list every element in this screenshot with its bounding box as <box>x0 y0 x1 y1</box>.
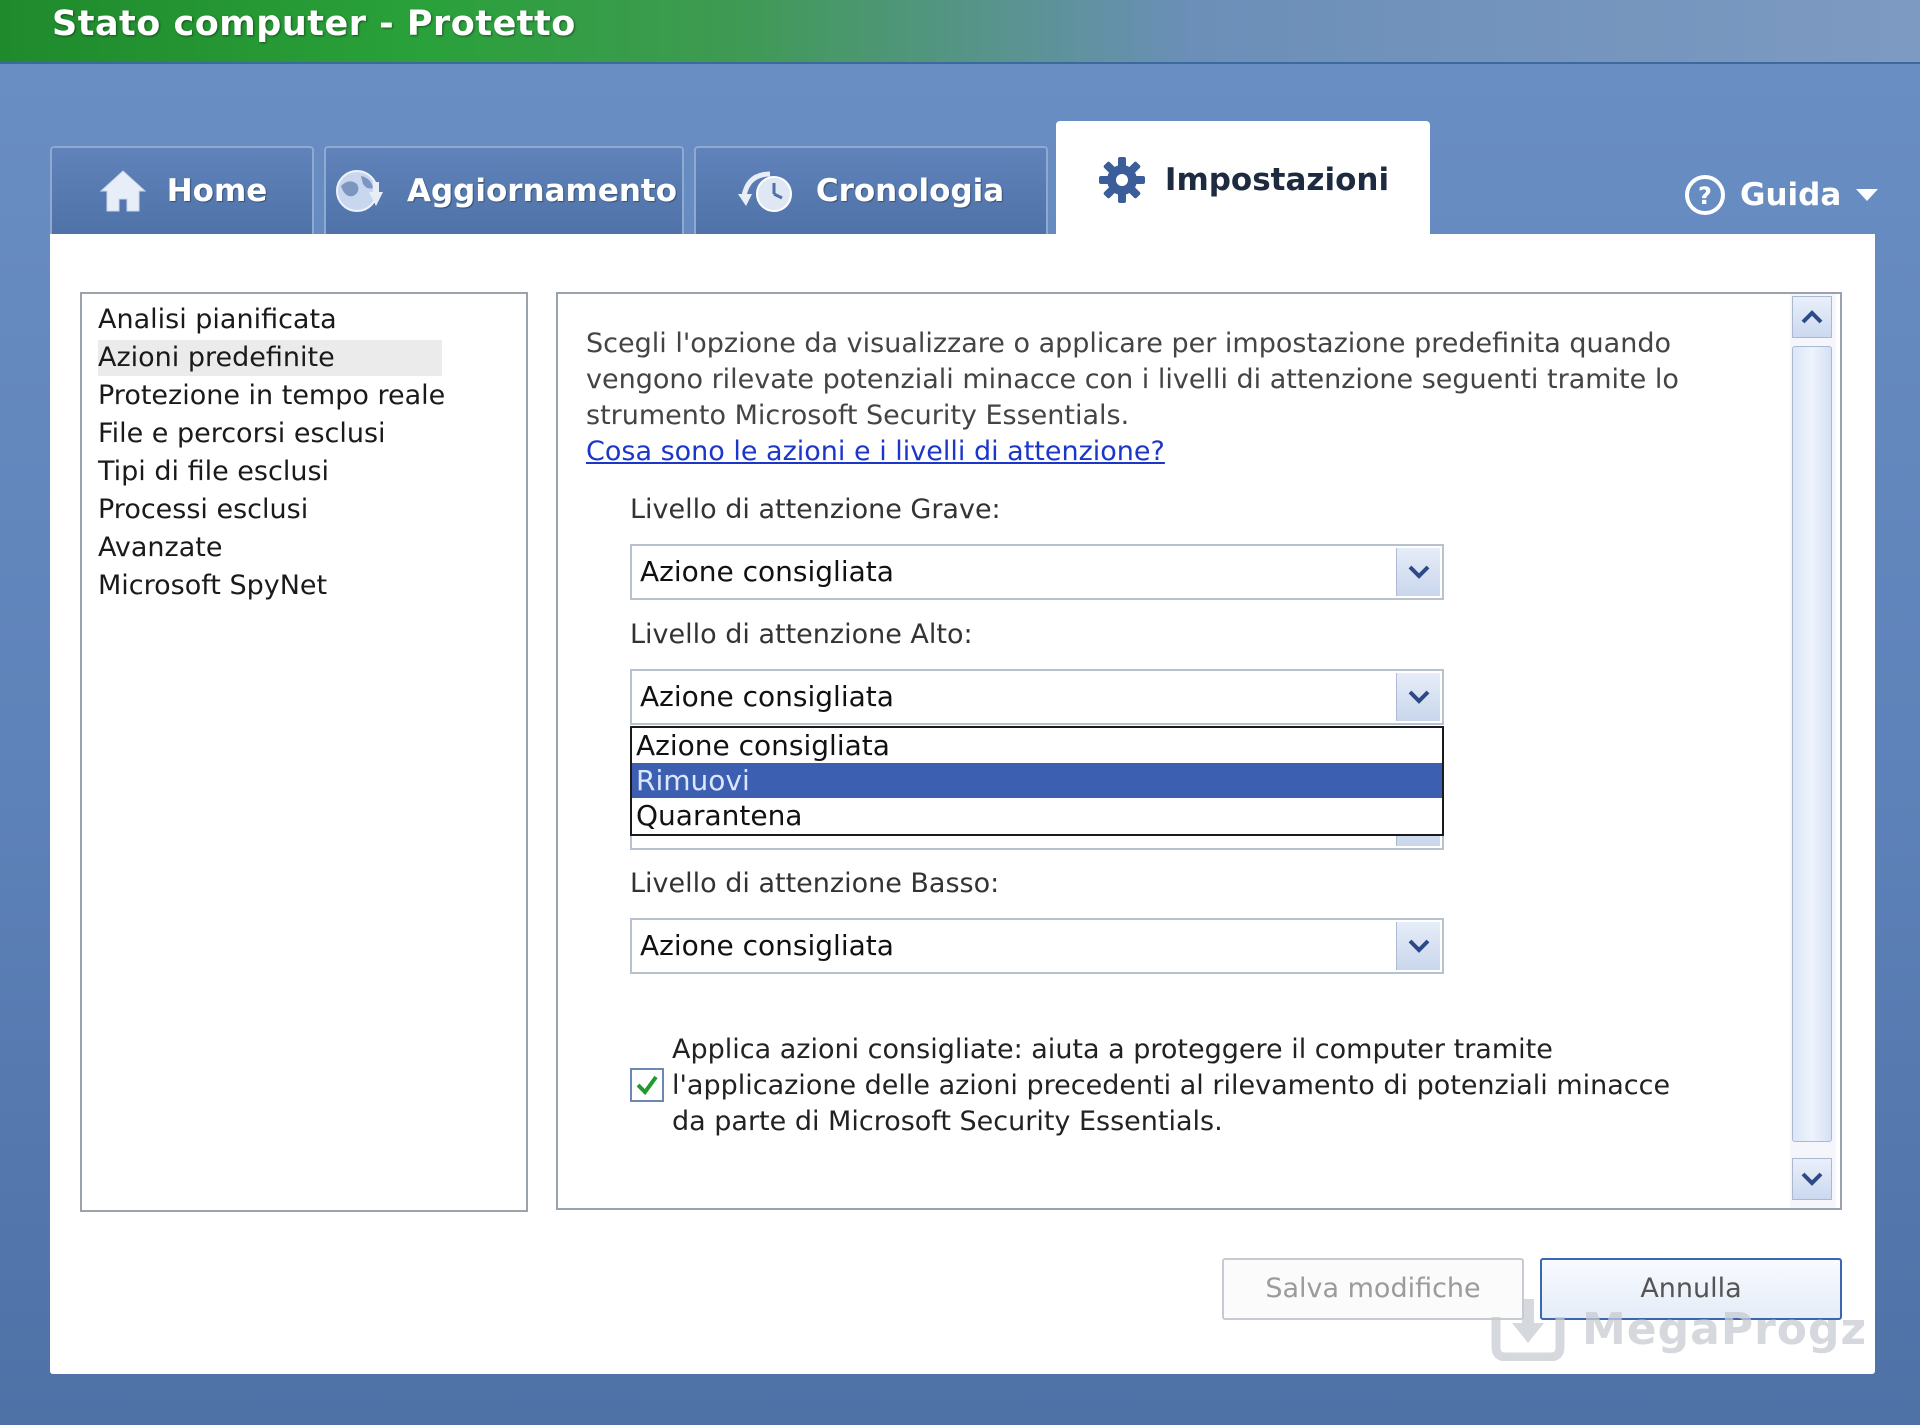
help-icon <box>1684 174 1726 216</box>
chevron-down-icon <box>1408 565 1430 579</box>
title-bar <box>0 0 1920 64</box>
sidebar-item-avanzate[interactable]: Avanzate <box>98 532 223 563</box>
chevron-down-icon <box>1801 1172 1823 1186</box>
grave-level-select[interactable] <box>630 544 1444 600</box>
tab-cronologia[interactable] <box>694 146 1048 234</box>
gear-icon <box>1097 155 1147 205</box>
basso-dropdown-button[interactable] <box>1396 922 1440 970</box>
settings-sidebar <box>80 292 528 1212</box>
grave-level-value: Azione consigliata <box>640 555 894 588</box>
sidebar-item-azioni-predefinite[interactable]: Azioni predefinite <box>98 340 442 376</box>
svg-text:?: ? <box>1698 182 1712 210</box>
chevron-down-icon <box>1408 690 1430 704</box>
alto-options-list <box>630 726 1444 836</box>
window-title: Stato computer - Protetto <box>52 4 576 44</box>
description-text: Scegli l'opzione da visualizzare o applicare per impostazione predefinita quando vengono rilevate potenziali minacce con i livelli di attenzione seguenti tramite lo strumento Microsoft Security Essentials. <box>586 328 1679 431</box>
option-rimuovi[interactable]: Rimuovi <box>632 763 1442 798</box>
tab-home-label: Home <box>166 173 268 209</box>
alto-level-select[interactable] <box>630 669 1444 725</box>
basso-level-label: Livello di attenzione Basso: <box>630 868 1000 899</box>
apply-recommended-checkbox[interactable] <box>630 1068 664 1102</box>
chevron-down-icon <box>1855 187 1879 203</box>
help-label: Guida <box>1740 177 1842 213</box>
tab-cronologia-label: Cronologia <box>815 173 1005 209</box>
alto-level-value: Azione consigliata <box>640 680 894 713</box>
option-quarantena[interactable]: Quarantena <box>636 799 803 832</box>
basso-level-select[interactable] <box>630 918 1444 974</box>
sidebar-item-microsoft-spynet[interactable]: Microsoft SpyNet <box>98 570 328 601</box>
grave-dropdown-button[interactable] <box>1396 548 1440 596</box>
default-actions-content <box>556 292 1842 1210</box>
home-icon <box>97 167 149 215</box>
option-azione-consigliata[interactable]: Azione consigliata <box>636 729 890 762</box>
sidebar-item-protezione-tempo-reale[interactable]: Protezione in tempo reale <box>98 380 446 411</box>
sidebar-item-analisi-pianificata[interactable]: Analisi pianificata <box>98 304 337 335</box>
basso-level-value: Azione consigliata <box>640 929 894 962</box>
tab-aggiornamento-label: Aggiornamento <box>406 173 678 209</box>
scroll-up-button[interactable] <box>1792 296 1832 338</box>
apply-recommended-label: Applica azioni consigliate: aiuta a proteggere il computer tramite l'applicazione delle azioni precedenti al rilevamento di potenziali minacce da parte di Microsoft Security Essentials. <box>672 1034 1671 1137</box>
help-link[interactable]: Cosa sono le azioni e i livelli di attenzione? <box>586 436 1165 467</box>
download-logo-icon <box>1490 1297 1566 1361</box>
alto-dropdown-button[interactable] <box>1396 673 1440 721</box>
tab-impostazioni-label: Impostazioni <box>1164 162 1390 198</box>
checkmark-icon <box>635 1074 659 1096</box>
grave-level-label: Livello di attenzione Grave: <box>630 494 1001 525</box>
help-menu[interactable] <box>1684 170 1879 220</box>
chevron-up-icon <box>1801 310 1823 324</box>
cancel-button[interactable]: Annulla <box>1540 1258 1842 1320</box>
tab-home[interactable] <box>50 146 314 234</box>
sidebar-item-processi-esclusi[interactable]: Processi esclusi <box>98 494 309 525</box>
watermark-text: MegaProgz <box>1582 1303 1868 1355</box>
vertical-scrollbar[interactable] <box>1790 294 1836 1208</box>
tab-aggiornamento[interactable] <box>324 146 684 234</box>
chevron-down-icon <box>1408 939 1430 953</box>
scrollbar-thumb[interactable] <box>1792 346 1832 1142</box>
save-changes-button[interactable]: Salva modifiche <box>1222 1258 1524 1320</box>
scroll-down-button[interactable] <box>1792 1158 1832 1200</box>
alto-level-label: Livello di attenzione Alto: <box>630 619 973 650</box>
sidebar-item-tipi-file-esclusi[interactable]: Tipi di file esclusi <box>98 456 330 487</box>
history-clock-icon <box>738 166 798 216</box>
tab-impostazioni[interactable] <box>1056 121 1430 237</box>
sidebar-item-file-percorsi-esclusi[interactable]: File e percorsi esclusi <box>98 418 386 449</box>
update-globe-icon <box>331 166 389 216</box>
watermark <box>1490 1294 1867 1364</box>
